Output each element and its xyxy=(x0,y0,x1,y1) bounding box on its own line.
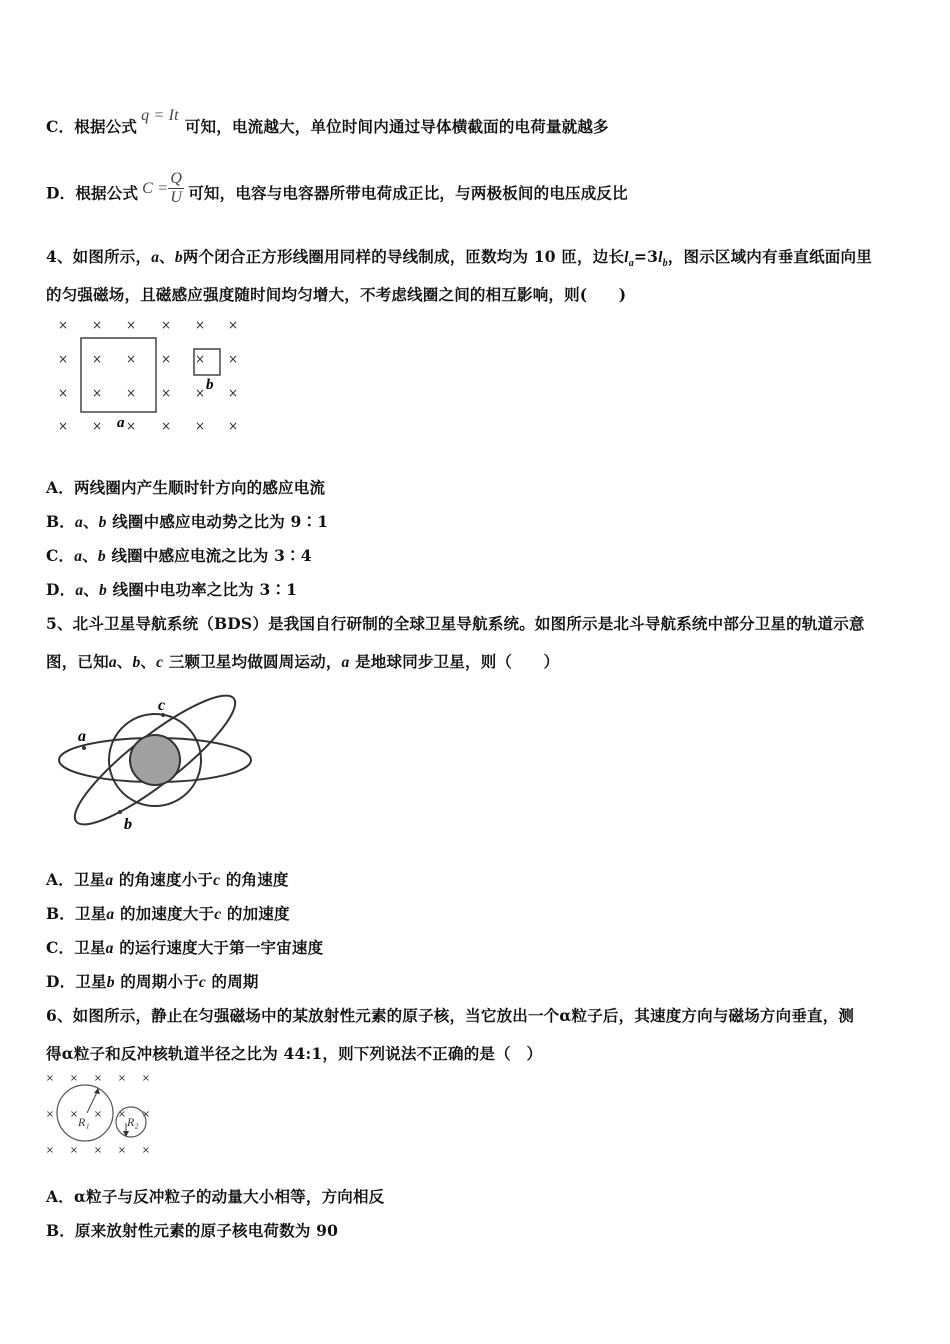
svg-text:×: × xyxy=(69,1145,79,1156)
var: a xyxy=(105,940,114,957)
q4-magnetic-field-figure xyxy=(50,315,250,435)
separator: 、 xyxy=(82,512,99,531)
separator: 、 xyxy=(159,247,175,266)
var-a: a xyxy=(151,249,160,266)
option-text: 两线圈内产生顺时针方向的感应电流 xyxy=(73,478,326,497)
option-label: C． xyxy=(46,938,75,957)
option-label: A． xyxy=(46,870,74,889)
var-a: a xyxy=(108,654,117,671)
stem-text: 4、如图所示， xyxy=(46,247,152,266)
numerator: Q xyxy=(168,170,184,189)
svg-text:×: × xyxy=(45,1073,55,1084)
q4-option-b xyxy=(46,510,328,532)
option-text: 卫星 xyxy=(75,972,107,991)
coil-a xyxy=(81,338,156,412)
stem-text: 两个闭合正方形线圈用同样的导线制成，匝数均为 10 匝，边长 xyxy=(182,247,625,266)
svg-text:×: × xyxy=(69,1109,79,1120)
svg-text:×: × xyxy=(91,386,103,400)
option-text: α粒子与反冲粒子的动量大小相等，方向相反 xyxy=(73,1187,385,1206)
svg-text:×: × xyxy=(93,1073,103,1084)
subscript: a xyxy=(628,258,634,270)
q5-option-d xyxy=(46,970,259,992)
option-text: 线圈中电功率之比为 3∶1 xyxy=(112,580,298,599)
option-text: 可知，电容与电容器所带电荷成正比，与两极板间的电压成反比 xyxy=(188,183,628,203)
q5-satellite-orbits-figure xyxy=(55,690,265,835)
var-b: b xyxy=(99,582,107,599)
svg-text:×: × xyxy=(117,1145,127,1156)
var-c: c xyxy=(156,654,164,671)
svg-text:×: × xyxy=(160,318,172,332)
q5-option-c xyxy=(46,936,323,958)
option-text: 的角速度 xyxy=(225,870,289,889)
var-b: b xyxy=(132,654,141,671)
svg-text:×: × xyxy=(194,352,206,366)
q4-stem-line2: 的匀强磁场，且磁感应强度随时间均匀增大，不考虑线圈之间的相互影响，则( ) xyxy=(46,285,627,304)
option-label: B． xyxy=(46,904,76,923)
option-text: 的加速度 xyxy=(226,904,290,923)
option-text: 原来放射性元素的原子核电荷数为 90 xyxy=(75,1221,339,1240)
option-label: D． xyxy=(46,183,76,203)
svg-text:×: × xyxy=(160,386,172,400)
svg-text:×: × xyxy=(93,1145,103,1156)
q5-stem-line1: 5、北斗卫星导航系统（BDS）是我国自行研制的全球卫星导航系统。如图所示是北斗导航系统中部分卫星的轨道示意 xyxy=(46,614,865,633)
option-text: 卫星 xyxy=(74,938,106,957)
svg-text:×: × xyxy=(69,1073,79,1084)
formula-fraction xyxy=(168,170,184,207)
alpha-orbit xyxy=(57,1085,113,1141)
q6-option-b xyxy=(46,1219,338,1241)
svg-text:×: × xyxy=(125,318,137,332)
option-label: B． xyxy=(46,1221,76,1240)
stem-text: 三颗卫星均做圆周运动， xyxy=(168,652,342,671)
svg-text:×: × xyxy=(194,318,206,332)
var-b: b xyxy=(98,514,107,531)
separator: 、 xyxy=(140,652,157,671)
denominator: U xyxy=(170,189,183,206)
q6-nuclear-decay-figure xyxy=(42,1068,162,1158)
formula-q-it: q = It xyxy=(141,107,179,124)
option-text: 的周期 xyxy=(211,972,259,991)
var-b: b xyxy=(97,548,106,565)
option-text: 的角速度小于 xyxy=(118,870,214,889)
svg-text:×: × xyxy=(194,419,206,433)
separator: 、 xyxy=(83,580,99,599)
q4-option-c xyxy=(46,544,312,566)
stem-text: 是地球同步卫星，则（ ） xyxy=(355,652,560,671)
option-text: 根据公式 xyxy=(74,117,138,136)
svg-text:×: × xyxy=(57,386,69,400)
option-label: A． xyxy=(46,478,74,497)
option-label: A． xyxy=(46,1187,74,1206)
svg-text:×: × xyxy=(227,352,239,366)
q5-option-a xyxy=(46,868,289,890)
q6-option-a xyxy=(46,1185,384,1207)
q5-option-b xyxy=(46,902,290,924)
label-b: b xyxy=(206,377,214,393)
svg-text:×: × xyxy=(141,1145,151,1156)
option-text: 可知，电流越大，单位时间内通过导体横截面的电荷量就越多 xyxy=(184,117,609,136)
q3-option-c xyxy=(46,107,609,137)
option-text: 的加速度大于 xyxy=(119,904,215,923)
svg-text:×: × xyxy=(57,318,69,332)
subscript: b xyxy=(662,258,668,270)
option-label: B． xyxy=(46,512,76,531)
q6-stem-line1: 6、如图所示，静止在匀强磁场中的某放射性元素的原子核，当它放出一个α粒子后，其速度方向与磁场方向垂直，测 xyxy=(46,1006,855,1025)
svg-text:×: × xyxy=(227,318,239,332)
q3-option-d xyxy=(46,170,628,213)
separator: 、 xyxy=(116,652,133,671)
svg-text:×: × xyxy=(160,419,172,433)
svg-text:×: × xyxy=(125,419,137,433)
separator: 、 xyxy=(82,546,98,565)
svg-text:×: × xyxy=(160,352,172,366)
var-b: b xyxy=(174,249,183,266)
formula-c-lhs: C = xyxy=(142,179,169,197)
label-r2: R₂ xyxy=(127,1115,139,1129)
var: a xyxy=(106,906,115,923)
label-c: c xyxy=(158,697,166,714)
svg-text:×: × xyxy=(91,318,103,332)
var: c xyxy=(213,872,221,889)
svg-text:×: × xyxy=(117,1109,127,1120)
svg-text:×: × xyxy=(141,1109,151,1120)
option-text: 根据公式 xyxy=(75,183,139,203)
var: c xyxy=(214,906,222,923)
var-a: a xyxy=(75,514,83,531)
var-a: a xyxy=(75,582,84,599)
option-label: D． xyxy=(46,972,76,991)
equation: =3 xyxy=(633,247,659,266)
earth xyxy=(130,735,180,785)
svg-text:×: × xyxy=(57,419,69,433)
svg-text:×: × xyxy=(45,1109,55,1120)
q4-option-d xyxy=(46,578,297,600)
option-text: 线圈中感应电流之比为 3∶4 xyxy=(111,546,312,565)
option-text: 线圈中感应电动势之比为 9∶1 xyxy=(112,512,329,531)
label-a: a xyxy=(117,415,125,431)
var-a: a xyxy=(341,654,350,671)
svg-text:×: × xyxy=(125,352,137,366)
stem-text: 图，已知 xyxy=(46,652,109,671)
svg-text:×: × xyxy=(125,386,137,400)
svg-text:×: × xyxy=(194,386,206,400)
option-text: 的运行速度大于第一宇宙速度 xyxy=(119,938,324,957)
var-l: l xyxy=(658,249,663,266)
svg-text:×: × xyxy=(91,352,103,366)
stem-text: ，图示区域内有垂直纸面向里 xyxy=(667,247,872,266)
label-r1: R₁ xyxy=(78,1115,90,1129)
label-b: b xyxy=(124,816,132,833)
var: b xyxy=(106,974,115,991)
option-text: 的周期小于 xyxy=(120,972,199,991)
label-a: a xyxy=(78,728,86,745)
q4-option-a xyxy=(46,476,325,498)
option-text: 卫星 xyxy=(75,904,107,923)
option-label: D． xyxy=(46,580,76,599)
var: a xyxy=(105,872,114,889)
q6-stem-line2: 得α粒子和反冲核轨道半径之比为 44:1，则下列说法不正确的是（ ） xyxy=(46,1044,543,1063)
q4-stem-line1 xyxy=(46,245,872,269)
svg-text:×: × xyxy=(227,419,239,433)
svg-text:×: × xyxy=(91,419,103,433)
svg-text:×: × xyxy=(93,1109,103,1120)
var-l: l xyxy=(624,249,629,266)
svg-text:×: × xyxy=(117,1073,127,1084)
svg-text:×: × xyxy=(57,352,69,366)
var-a: a xyxy=(74,548,83,565)
svg-text:×: × xyxy=(45,1145,55,1156)
svg-text:×: × xyxy=(227,386,239,400)
option-label: C． xyxy=(46,117,75,136)
var: c xyxy=(198,974,206,991)
option-text: 卫星 xyxy=(73,870,106,889)
svg-text:×: × xyxy=(141,1073,151,1084)
option-label: C． xyxy=(46,546,75,565)
q5-stem-line2 xyxy=(46,650,559,672)
